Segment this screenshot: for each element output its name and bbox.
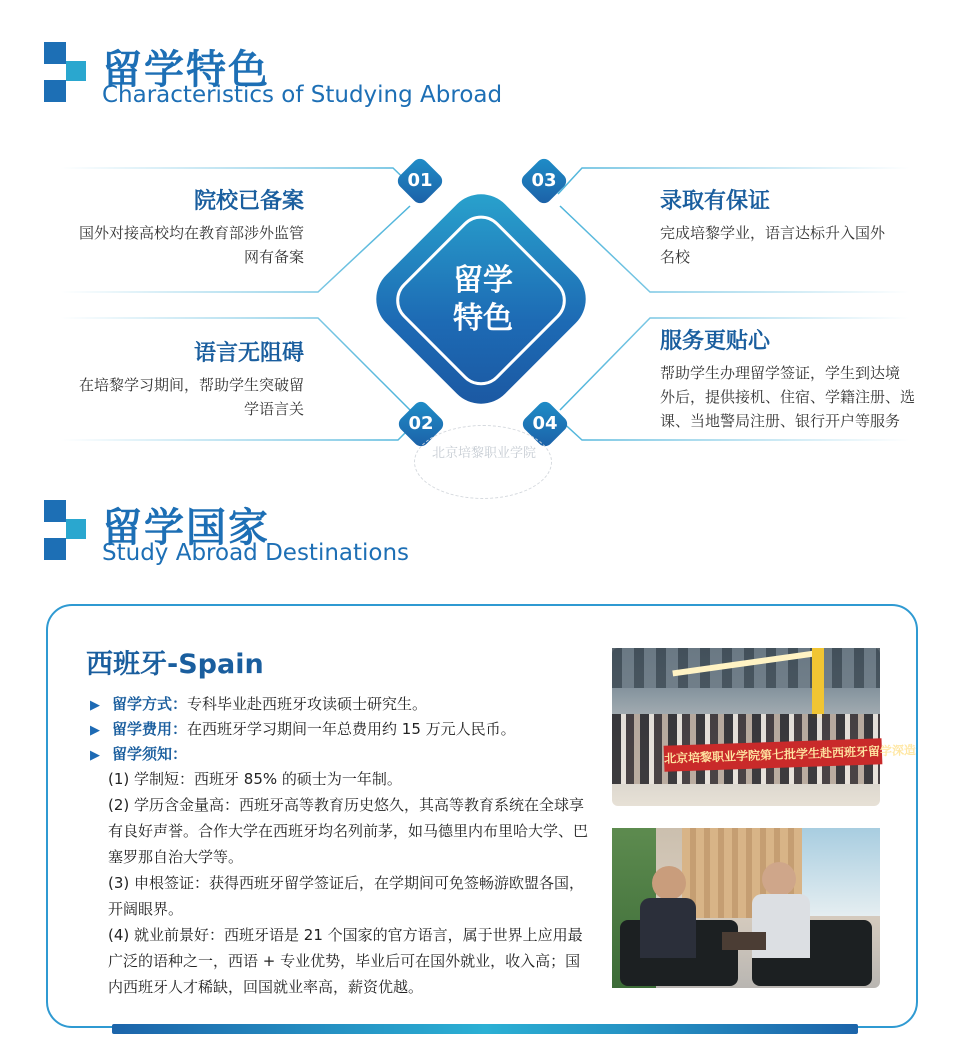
watermark: 北京培黎职业学院 [431,446,536,461]
section-title-en: Study Abroad Destinations [102,540,410,566]
feature-desc: 国外对接高校均在教育部涉外监管 网有备案 [78,224,304,266]
feature-desc: 帮助学生办理留学签证，学生到达境 外后，提供接机、住宿、学籍注册、选 课、当地警局注册、银行开户等服务 [660,364,916,430]
section-title-en: Characteristics of Studying Abroad [102,82,503,108]
note-item: (2) 学历含金量高：西班牙高等教育历史悠久，其高等教育系统在全球享有良好声誉。合作大学在西班牙均名列前茅，如马德里内布里哈大学、巴塞罗那自治大学等。 [108,796,589,866]
feature-01 [40,184,304,269]
feature-desc: 完成培黎学业，语言达标升入国外 名校 [660,224,886,266]
photo-banner-text: 北京培黎职业学院第七批学生赴西班牙留学深造 [664,738,883,772]
section-title-cn: 留学国家 [102,505,270,551]
photo-group-banner [612,648,917,806]
feature-title: 院校已备案 [193,189,304,214]
bullet-study-mode: ▶ 留学方式：专科毕业赴西班牙攻读硕士研究生。 [90,695,428,713]
feature-02 [40,336,304,421]
feature-title: 录取有保证 [660,189,771,214]
country-title: 西班牙-Spain [86,649,264,680]
card-bottom-bar [112,1024,858,1034]
center-diamond-label: 留学 特色 [453,263,513,336]
photo-meeting [612,828,880,988]
badge-02: 02 [396,399,447,450]
badge-03: 03 [519,156,570,207]
section-logo-icon [44,500,88,560]
feature-03 [660,184,950,269]
watermark-seal-icon [414,425,552,499]
feature-desc: 在培黎学习期间，帮助学生突破留 学语言关 [78,376,304,418]
note-item: (3) 申根签证：获得西班牙留学签证后，在学期间可免签畅游欧盟各国，开阔眼界。 [108,874,585,918]
section-title-cn: 留学特色 [102,47,270,93]
triangle-bullet-icon: ▶ [90,698,100,713]
badge-01: 01 [395,156,446,207]
triangle-bullet-icon: ▶ [90,723,100,738]
bullet-study-notes: ▶ 留学须知： [90,745,188,763]
feature-title: 服务更贴心 [660,329,771,354]
note-item: (4) 就业前景好：西班牙语是 21 个国家的官方语言，属于世界上应用最广泛的语种之一，西语 + 专业优势，毕业后可在国外就业，收入高；国内西班牙人才稀缺，回国就业率高，薪资优越。 [108,926,583,996]
badge-04: 04 [520,399,571,450]
bullet-study-cost: ▶ 留学费用：在西班牙学习期间一年总费用约 15 万元人民币。 [90,720,516,738]
note-item: (1) 学制短：西班牙 85% 的硕士为一年制。 [108,770,402,788]
triangle-bullet-icon: ▶ [90,748,100,763]
feature-04 [660,324,960,433]
feature-title: 语言无阻碍 [193,341,304,366]
